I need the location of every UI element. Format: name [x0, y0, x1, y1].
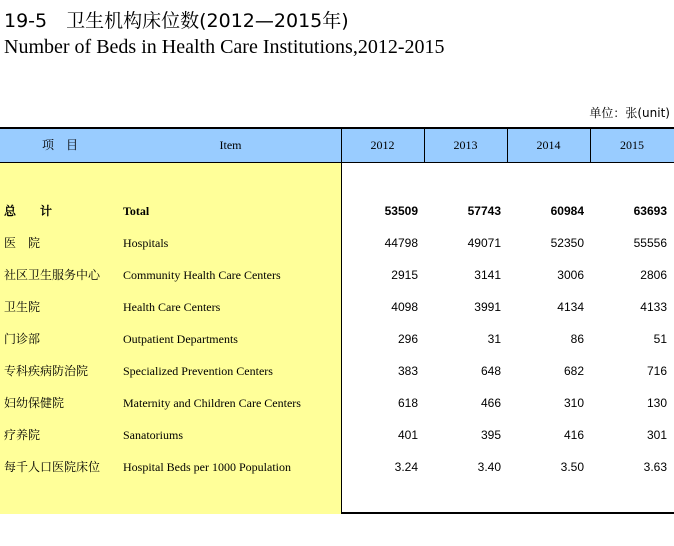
cell-value: 648	[480, 364, 501, 378]
cell-value: 49071	[467, 236, 501, 250]
cell-value: 3991	[474, 300, 501, 314]
cell-value: 130	[646, 396, 667, 410]
cell-value: 52350	[550, 236, 584, 250]
table-header	[0, 129, 674, 163]
row-label-cn: 卫生院	[4, 300, 41, 314]
row-label-en: Hospitals	[123, 236, 169, 250]
table-row	[0, 361, 674, 381]
cell-value: 296	[397, 332, 418, 346]
header-item-cn: 项 目	[41, 138, 78, 152]
cell-value: 383	[397, 364, 418, 378]
column-divider	[507, 129, 508, 163]
row-label-en: Hospital Beds per 1000 Population	[123, 460, 291, 474]
row-label-en: Outpatient Departments	[123, 332, 238, 346]
row-label-en: Specialized Prevention Centers	[123, 364, 273, 378]
row-label-cn: 专科疾病防治院	[4, 364, 89, 378]
row-label-cn: 门诊部	[4, 332, 41, 346]
cell-value: 395	[480, 428, 501, 442]
beds-table	[0, 127, 674, 514]
page-title-chinese: 19-5 卫生机构床位数(2012—2015年)	[4, 10, 349, 32]
cell-value: 3.24	[394, 460, 418, 474]
table-row	[0, 457, 674, 477]
row-label-cn: 每千人口医院床位	[4, 460, 101, 474]
header-item-en: Item	[219, 138, 242, 152]
cell-value: 4134	[557, 300, 584, 314]
cell-value: 618	[397, 396, 418, 410]
cell-value: 416	[563, 428, 584, 442]
header-year-2015: 2015	[620, 138, 644, 152]
cell-value: 4098	[391, 300, 418, 314]
cell-value: 682	[563, 364, 584, 378]
cell-value: 3141	[474, 268, 501, 282]
table-row	[0, 233, 674, 253]
unit-label: 单位：张(unit)	[589, 106, 670, 120]
table-row	[0, 425, 674, 445]
table-row	[0, 265, 674, 285]
row-label-cn: 总 计	[4, 204, 53, 218]
row-label-en: Total	[123, 204, 150, 218]
cell-value: 57743	[467, 204, 501, 218]
header-year-2014: 2014	[536, 138, 561, 152]
cell-value: 53509	[384, 204, 418, 218]
table-row	[0, 201, 674, 221]
row-label-en: Maternity and Children Care Centers	[123, 396, 301, 410]
row-label-en: Health Care Centers	[123, 300, 221, 314]
header-year-2013: 2013	[453, 138, 478, 152]
cell-value: 55556	[633, 236, 667, 250]
cell-value: 301	[646, 428, 667, 442]
row-label-cn: 医 院	[4, 236, 41, 250]
row-label-cn: 社区卫生服务中心	[4, 268, 101, 282]
row-label-en: Community Health Care Centers	[123, 268, 281, 282]
row-label-cn: 疗养院	[4, 428, 41, 442]
row-label-en: Sanatoriums	[123, 428, 183, 442]
cell-value: 3.50	[560, 460, 584, 474]
cell-value: 2806	[640, 268, 667, 282]
cell-value: 401	[397, 428, 418, 442]
cell-value: 51	[653, 332, 667, 346]
cell-value: 3.63	[643, 460, 667, 474]
cell-value: 86	[570, 332, 584, 346]
cell-value: 466	[480, 396, 501, 410]
cell-value: 31	[487, 332, 501, 346]
cell-value: 310	[563, 396, 584, 410]
table-row	[0, 329, 674, 349]
column-divider	[424, 129, 425, 163]
cell-value: 716	[646, 364, 667, 378]
table-row	[0, 393, 674, 413]
cell-value: 3006	[557, 268, 584, 282]
cell-value: 4133	[640, 300, 667, 314]
cell-value: 63693	[633, 204, 667, 218]
page-title-english: Number of Beds in Health Care Institutions,2012-2015	[4, 36, 445, 58]
table-row	[0, 297, 674, 317]
cell-value: 44798	[384, 236, 418, 250]
cell-value: 3.40	[477, 460, 501, 474]
row-label-cn: 妇幼保健院	[4, 396, 65, 410]
column-divider	[590, 129, 591, 163]
cell-value: 60984	[550, 204, 584, 218]
cell-value: 2915	[391, 268, 418, 282]
header-year-2012: 2012	[370, 138, 395, 152]
